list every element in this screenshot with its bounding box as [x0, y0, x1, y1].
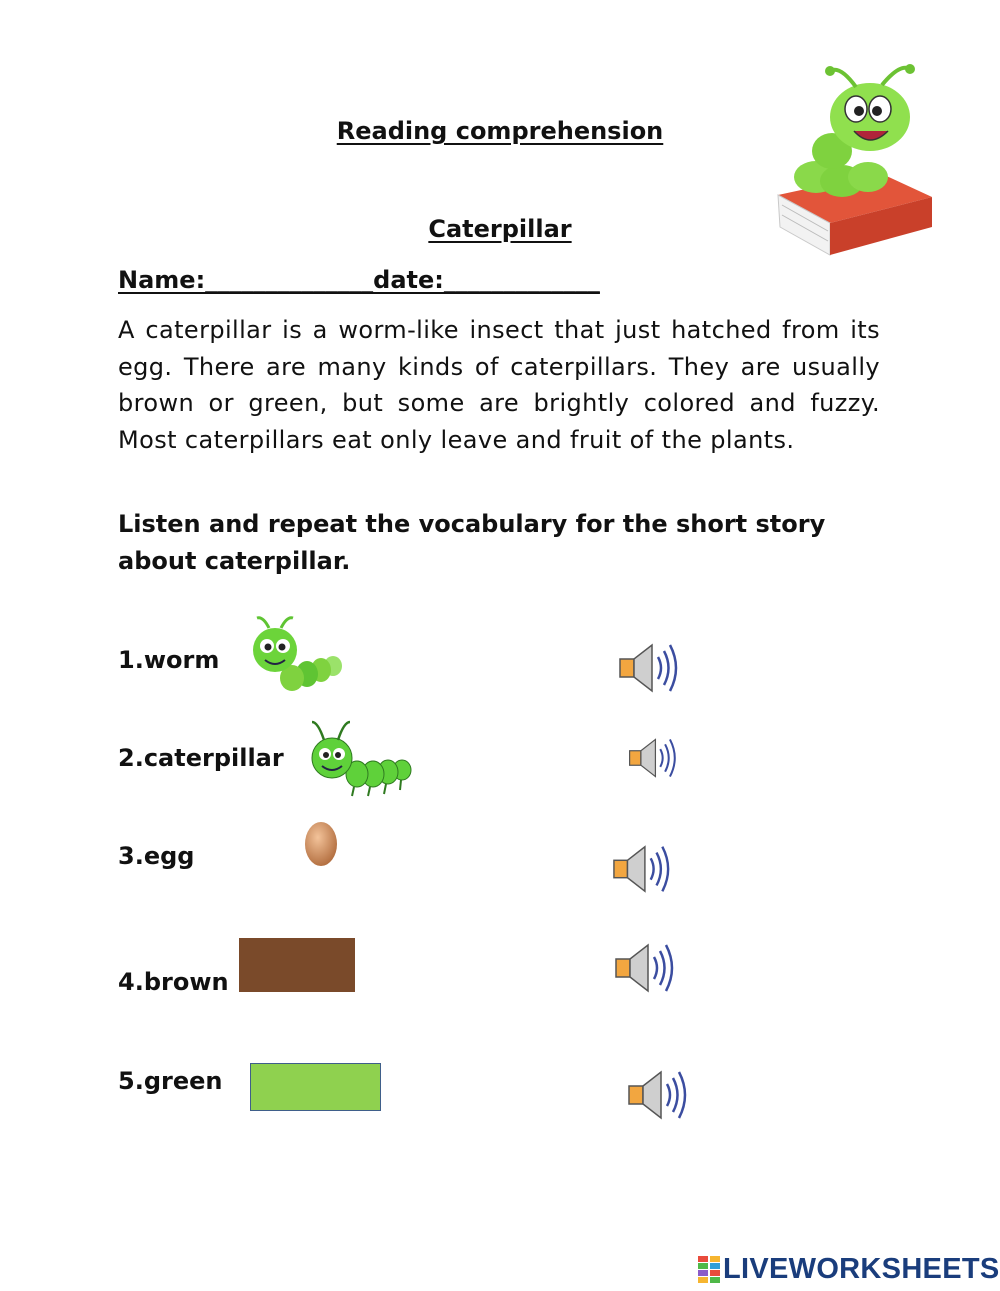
speaker-icon-worm[interactable]	[618, 641, 680, 695]
liveworksheets-brand	[698, 1253, 1000, 1286]
worm-icon	[247, 614, 345, 694]
instruction-text: Listen and repeat the vocabulary for the short story about caterpillar.	[118, 510, 826, 575]
vocab-label-green: 5.green	[118, 1067, 223, 1095]
brand-name: LIVEWORKSHEETS	[723, 1253, 1000, 1285]
caterpillar-icon	[306, 714, 414, 804]
speaker-icon-egg[interactable]	[612, 842, 672, 896]
vocab-label-caterpillar: 2.caterpillar	[118, 744, 284, 772]
page-title: Reading comprehension	[336, 117, 664, 145]
reading-passage: A caterpillar is a worm-like insect that just hatched from its egg. There are many kinds of caterpillars. They are usually brown or green, but some are brightly colored and fuzzy. Most caterpillars eat only leave and fruit of the plants.	[118, 316, 880, 454]
green-color-swatch	[250, 1063, 381, 1111]
speaker-icon-brown[interactable]	[614, 941, 676, 995]
name-date-line: Name:______________date:_____________	[118, 266, 600, 294]
liveworksheets-logo-icon	[698, 1256, 720, 1284]
speaker-icon-caterpillar[interactable]	[628, 736, 678, 780]
story-title: Caterpillar	[428, 215, 572, 243]
vocab-label-egg: 3.egg	[118, 842, 195, 870]
vocab-label-worm: 1.worm	[118, 646, 220, 674]
speaker-icon-green[interactable]	[627, 1068, 689, 1122]
brown-color-swatch	[239, 938, 355, 992]
egg-icon	[303, 819, 339, 867]
vocab-label-brown: 4.brown	[118, 968, 229, 996]
